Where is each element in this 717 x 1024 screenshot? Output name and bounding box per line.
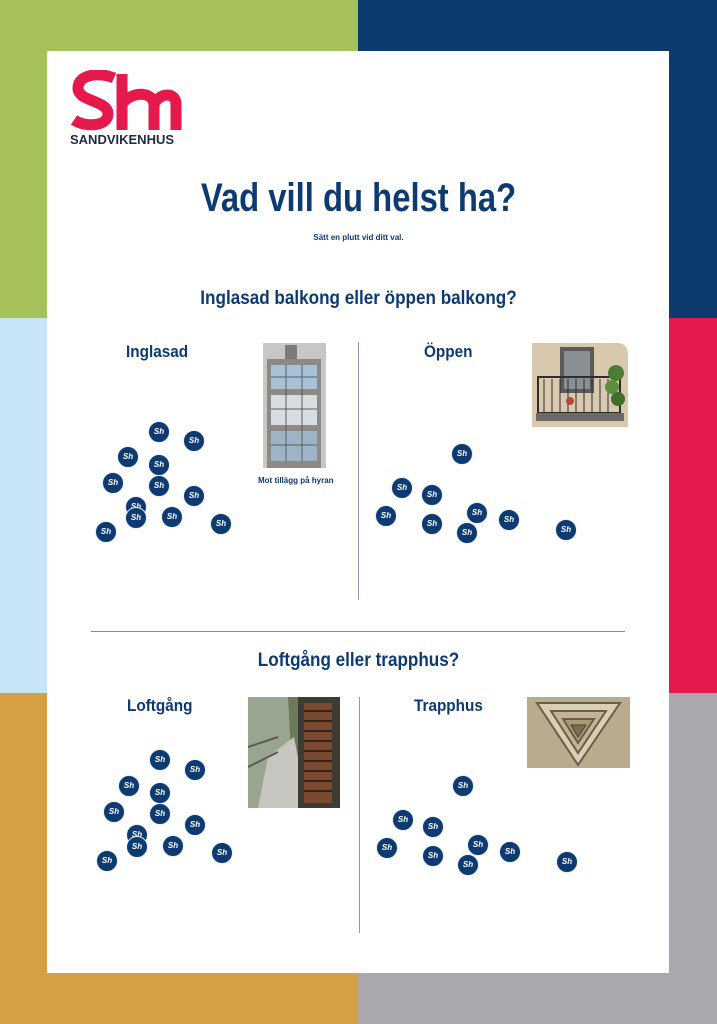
sticker-icon <box>96 850 118 872</box>
question-balcony: Inglasad balkong eller öppen balkong? <box>200 288 517 309</box>
sticker-icon <box>211 842 233 864</box>
sticker-icon <box>162 835 184 857</box>
sticker-icon <box>376 837 398 859</box>
sticker-icon <box>422 845 444 867</box>
sticker-icon <box>421 484 443 506</box>
sticker-icon <box>184 814 206 836</box>
divider-vertical-1 <box>358 342 359 600</box>
sticker-icon <box>149 749 171 771</box>
sticker-icon <box>118 775 140 797</box>
sticker-icon <box>102 472 124 494</box>
stairwell-photo <box>527 697 630 768</box>
sticker-icon <box>117 446 139 468</box>
sticker-icon <box>498 509 520 531</box>
sticker-icon <box>161 506 183 528</box>
sticker-icon <box>148 475 170 497</box>
logo-wordmark: SANDVIKENHUS <box>70 132 175 147</box>
option-label-oppen: Öppen <box>424 342 473 361</box>
section-divider <box>91 631 625 632</box>
sticker-icon <box>451 443 473 465</box>
sticker-icon <box>149 782 171 804</box>
sticker-icon <box>183 430 205 452</box>
sticker-icon <box>421 513 443 535</box>
option-label-loftgang: Loftgång <box>127 696 193 715</box>
price-note: Mot tillägg på hyran <box>258 476 334 485</box>
glazed-balcony-photo <box>263 343 326 468</box>
page-subtitle: Sätt en plutt vid ditt val. <box>313 233 404 242</box>
sticker-icon <box>148 454 170 476</box>
sticker-icon <box>103 801 125 823</box>
sticker-icon <box>126 836 148 858</box>
sticker-icon <box>392 809 414 831</box>
gallery-walkway-photo <box>248 697 340 808</box>
sticker-icon <box>391 477 413 499</box>
sticker-icon <box>556 851 578 873</box>
sticker-icon <box>467 834 489 856</box>
open-balcony-photo <box>532 343 628 427</box>
sticker-icon <box>184 759 206 781</box>
sticker-icon <box>183 485 205 507</box>
sticker-icon <box>125 507 147 529</box>
option-label-inglasad: Inglasad <box>126 342 189 361</box>
sticker-icon <box>422 816 444 838</box>
sticker-icon <box>148 421 170 443</box>
sticker-icon <box>375 505 397 527</box>
sticker-icon <box>452 775 474 797</box>
divider-vertical-2 <box>359 697 360 933</box>
sticker-icon <box>149 803 171 825</box>
sticker-icon <box>95 521 117 543</box>
sticker-icon <box>466 502 488 524</box>
sticker-icon <box>555 519 577 541</box>
sticker-icon <box>210 513 232 535</box>
option-label-trapphus: Trapphus <box>414 696 483 715</box>
sticker-icon <box>457 854 479 876</box>
page-title: Vad vill du helst ha? <box>200 176 517 220</box>
question-access: Loftgång eller trapphus? <box>257 650 460 671</box>
sticker-icon <box>499 841 521 863</box>
sticker-icon <box>456 522 478 544</box>
